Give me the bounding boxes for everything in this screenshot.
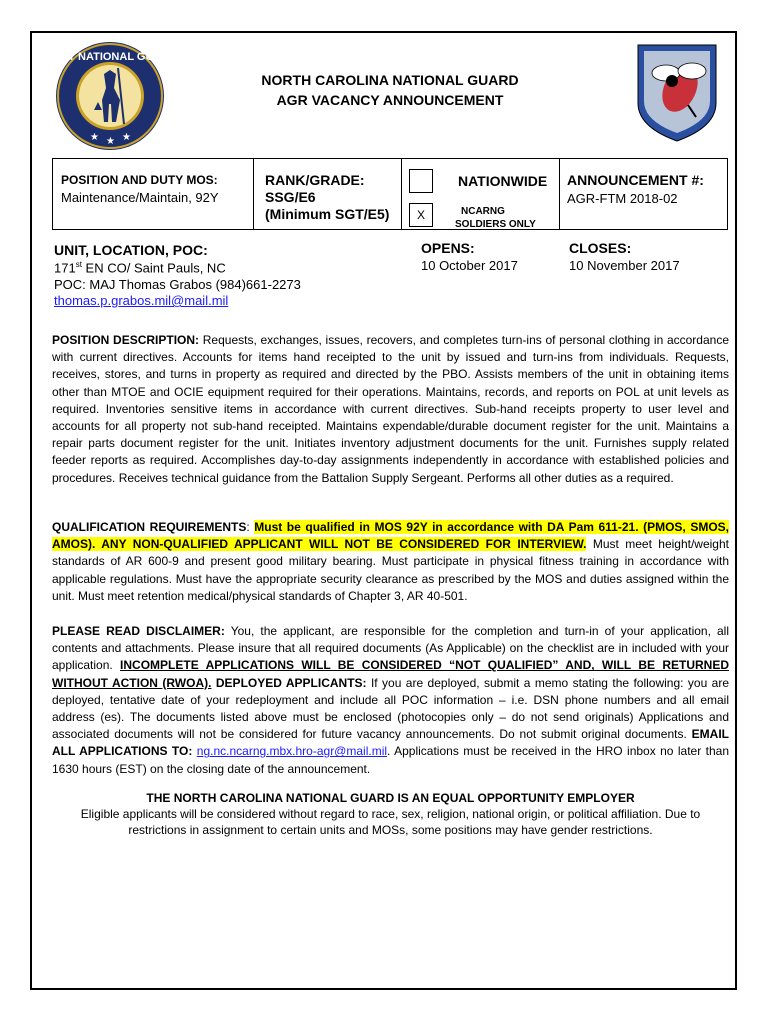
announcement-label: ANNOUNCEMENT #: <box>567 172 704 188</box>
closes-label: CLOSES: <box>569 240 632 256</box>
ncarng-label: NCARNG <box>461 206 505 217</box>
svg-text:★: ★ <box>106 136 115 147</box>
hro-email-link[interactable]: ng.nc.ncarng.mbx.hro-agr@mail.mil <box>196 744 388 759</box>
unit-label: UNIT, LOCATION, POC: <box>54 242 208 258</box>
position-description: POSITION DESCRIPTION: Requests, exchanges, issues, recovers, and completes turn-ins of personal clothing in accordance with current directives. Accounts for items hand receipted to the unit by issued and turn-ins from individuals. Requests, receives, stores, and turns in property as required and directed by the PBO. Assists members of the unit in obtaining items other than MTOE and OCIE equipment required for their operations. Maintains, records, and reports on POL at unit levels as required. Inventories sensitive items in accordance with current directives. Sub-hand receipts property to user level and accounts for all property not sub-hand receipted. Maintains expendable/durable document register for the unit. Maintains a repair parts document register for the unit. Initiates inventory adjustment documents for the unit. Furnishes supply related feeder reports as required. Accomplishes day-to-day assignments independently in accordance with established policies and procedures. Receives technical guidance from the Battalion Supply Sergeant. Performs all other duties as a required. <box>52 333 729 485</box>
nationwide-label: NATIONWIDE <box>458 173 548 189</box>
rank-minimum: (Minimum SGT/E5) <box>265 206 390 222</box>
soldiers-only-label: SOLDIERS ONLY <box>455 219 536 230</box>
ncarng-check-mark: X <box>416 208 425 222</box>
poc-email-link[interactable]: thomas.p.grabos.mil@mail.mil <box>54 293 229 308</box>
info-table <box>52 158 728 230</box>
announcement-number: AGR-FTM 2018-02 <box>567 191 678 206</box>
disclaimer: PLEASE READ DISCLAIMER: You, the applicant, are responsible for the completion and turn-in of your application, all contents and attachments. Please insure that all required documents (As Applicable) on the checklist are in included with your application. INCOMPLETE APPLICATIONS WILL BE CONSIDERED “NOT QUALIFIED” AND, WILL BE RETURNED WITHOUT ACTION (RWOA). DEPLOYED APPLICANTS: If you are deployed, submit a memo stating the following: you are deployed, tentative date of your redeployment and include all POC information – i.e. DSN phone numbers and all email address (es). The documents listed above must be enclosed (photocopies only – do not send originals) Applications and associated documents will not be considered for future vacancy announcements. Do not submit original documents. EMAIL ALL APPLICATIONS TO: ng.nc.ncarng.mbx.hro-agr@mail.mil. Applications must be received in the HRO inbox no later than 1630 hours (EST) on the closing date of the announcement. <box>52 624 730 776</box>
title-line-2: AGR VACANCY ANNOUNCEMENT <box>276 92 504 108</box>
svg-text:★: ★ <box>90 132 99 143</box>
position-value: Maintenance/Maintain, 92Y <box>61 190 219 205</box>
svg-text:★: ★ <box>122 132 131 143</box>
unit-location: 171st EN CO/ Saint Pauls, NC <box>54 260 226 276</box>
qualification-requirements: QUALIFICATION REQUIREMENTS: Must be qualified in MOS 92Y in accordance with DA Pam 611-21. (PMOS, SMOS, AMOS). ANY NON-QUALIFIED APPLICANT WILL NOT BE CONSIDERED FOR INTERVIEW. Must meet height/weight standards of AR 600-9 and present good military bearing. Must participate in physical fitness training in accordance with applicable regulations. Must have the appropriate security clearance as prescribed by the MOS and duties assigned within the unit. Must meet retention medical/physical standards of Chapter 3, AR 40-501. <box>52 520 729 603</box>
nationwide-checkbox[interactable] <box>409 169 433 193</box>
unit-patch-icon <box>636 43 718 143</box>
eeo-heading: THE NORTH CAROLINA NATIONAL GUARD IS AN EQUAL OPPORTUNITY EMPLOYER <box>146 791 635 805</box>
closes-date: 10 November 2017 <box>569 258 680 273</box>
svg-text:ARMY NATIONAL GUARD: ARMY NATIONAL GUARD <box>42 51 178 63</box>
title-line-1: NORTH CAROLINA NATIONAL GUARD <box>261 72 519 88</box>
rwoa-warning: INCOMPLETE APPLICATIONS WILL BE CONSIDERED “NOT QUALIFIED” AND, WILL BE RETURNED WITHOUT ACTION (RWOA). <box>52 658 729 690</box>
eeo-text: Eligible applicants will be considered without regard to race, sex, religion, national origin, or political affiliation. Due to restrictions in assignment to certain units and MOSs, some positions may have gender restrictions. <box>80 807 701 837</box>
ncarng-checkbox[interactable] <box>409 203 433 227</box>
rank-label: RANK/GRADE: <box>265 172 365 188</box>
rank-grade: SSG/E6 <box>265 189 316 205</box>
poc-text: POC: MAJ Thomas Grabos (984)661-2273 <box>54 277 301 292</box>
position-label: POSITION AND DUTY MOS: <box>61 173 218 187</box>
army-national-guard-seal <box>42 40 178 152</box>
qualification-highlight: Must be qualified in MOS 92Y in accordance with DA Pam 611-21. (PMOS, SMOS, AMOS). ANY NON-QUALIFIED APPLICANT WILL NOT BE CONSIDERED FOR INTERVIEW. <box>52 520 729 552</box>
opens-label: OPENS: <box>421 240 475 256</box>
opens-date: 10 October 2017 <box>421 258 518 273</box>
